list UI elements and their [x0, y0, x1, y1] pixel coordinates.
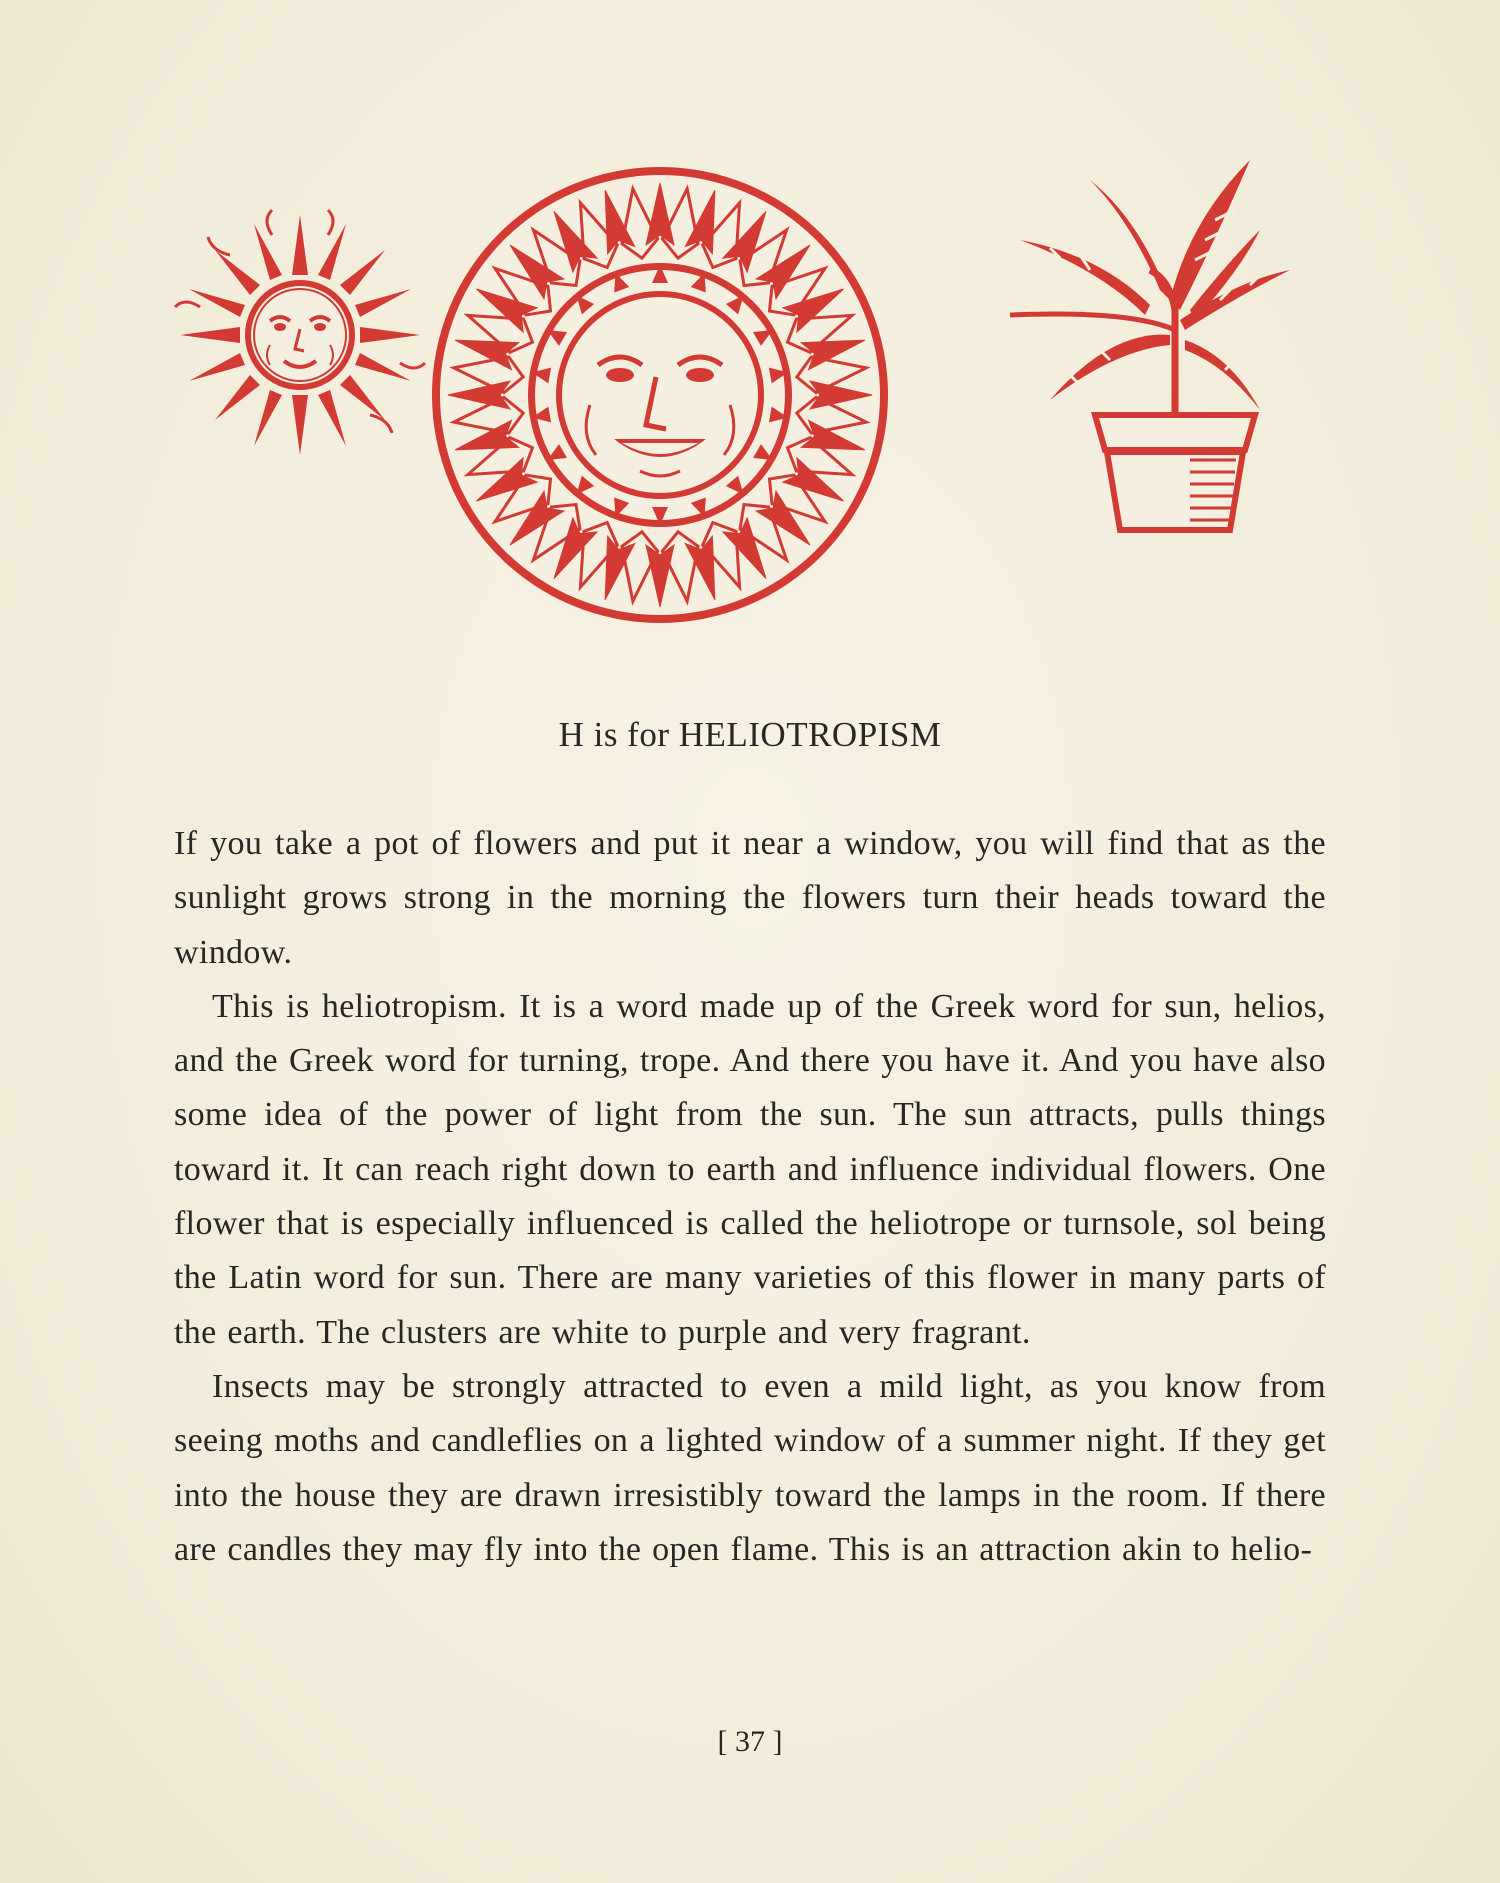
body-text	[174, 817, 1326, 1577]
sunflower-face-icon	[432, 167, 888, 623]
paragraph-1: If you take a pot of flowers and put it near a window, you will find that as the sunlight grows strong in the morning the flowers turn their heads toward the window.	[174, 825, 1326, 971]
page-number: [ 37 ]	[717, 1725, 783, 1758]
page-title: H is for HELIOTROPISM	[558, 715, 942, 754]
small-sun-face-icon	[175, 210, 425, 455]
paragraph-2: This is heliotropism. It is a word made up of the Greek word for sun, helios, and the Greek word for turning, trope. And there you have it. And you have also some idea of the power of light from the sun. The sun attracts, pulls things toward it. It can reach right down to earth and influence individual flowers. One flower that is especially influenced is called the heliotrope or turnsole, sol being the Latin word for sun. There are many varieties of this flower in many parts of the earth. The clusters are white to purple and very fragrant.	[174, 987, 1326, 1351]
paragraph-3: Insects may be strongly attracted to even a mild light, as you know from seeing moths and candleflies on a lighted window of a summer night. If they get into the house they are drawn irresistibly toward the lamps in the room. If there are candles they may fly into the open flame. This is an attraction akin to helio-	[174, 1367, 1326, 1568]
potted-plant-icon	[1010, 160, 1290, 530]
header-illustration	[150, 160, 1350, 660]
